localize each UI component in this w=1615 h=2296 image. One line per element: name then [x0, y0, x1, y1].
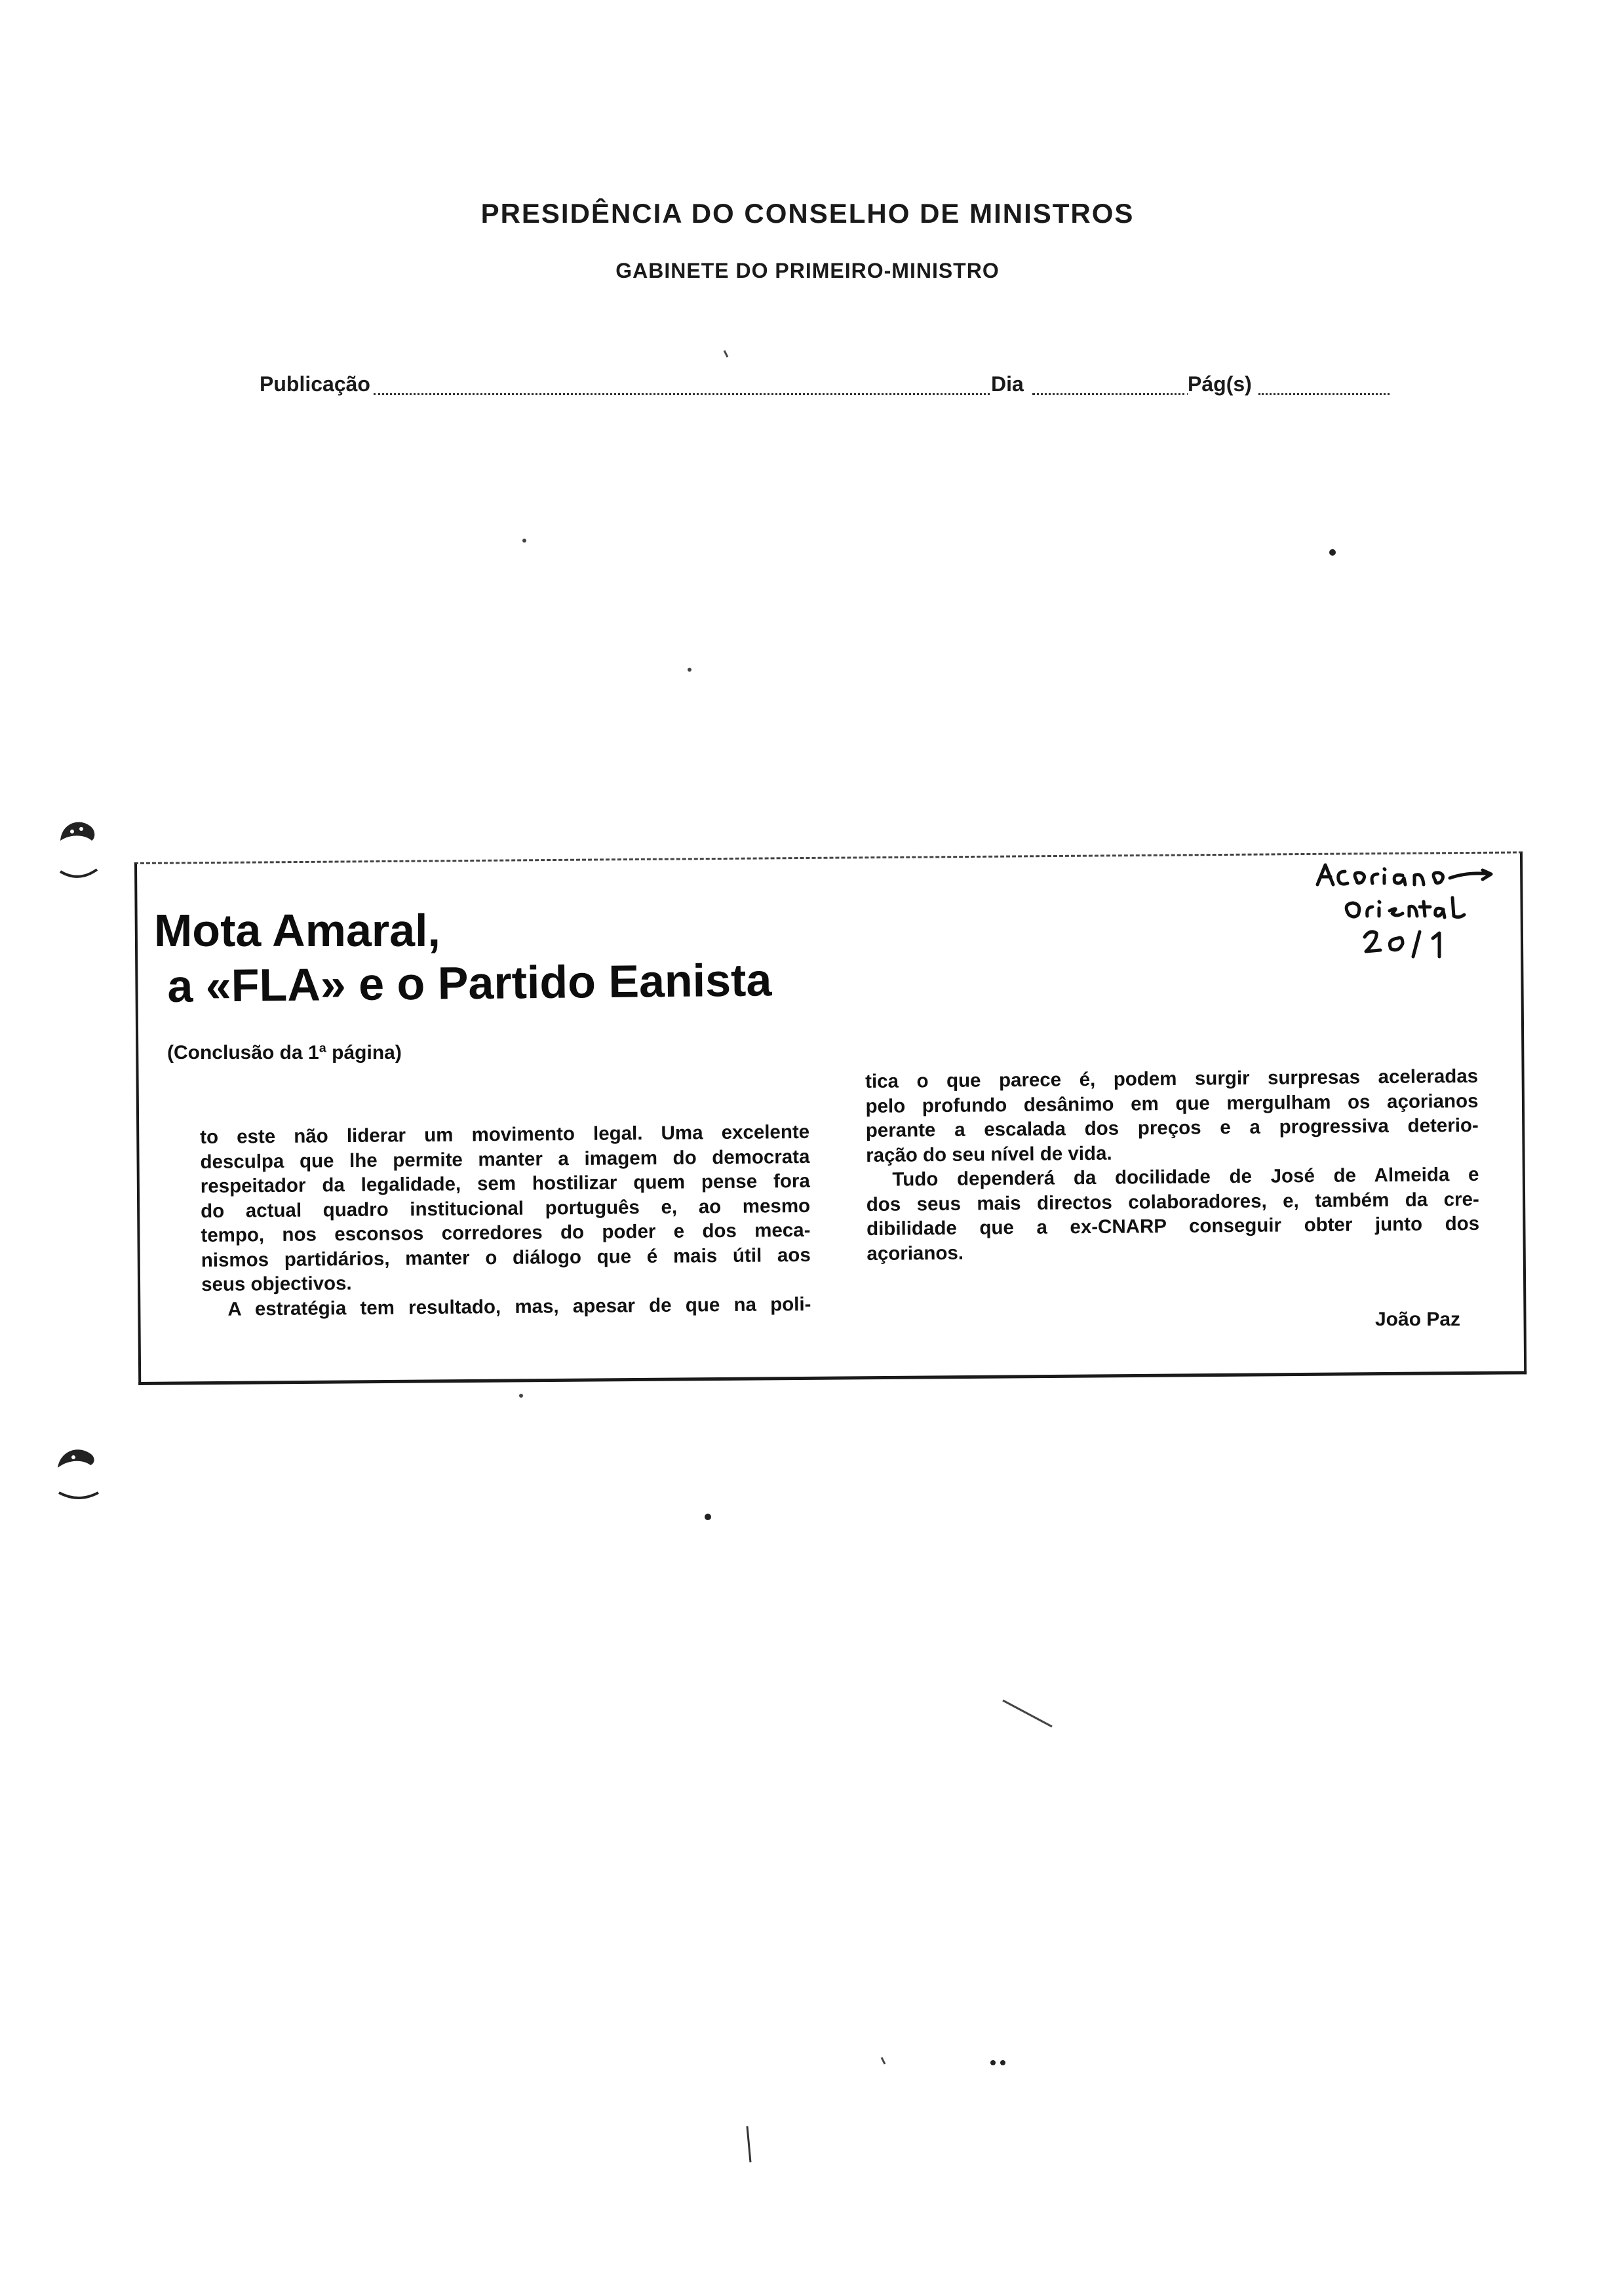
continuation-note: (Conclusão da 1ª página) [167, 1042, 402, 1063]
article-line: do actual quadro institucional português e, ao mesmo [200, 1195, 811, 1222]
handwritten-source-note [1304, 852, 1501, 970]
article-line: tica o que parece é, podem surgir surpresas aceleradas [865, 1065, 1479, 1092]
article-line: respeitador da legalidade, sem hostilizar quem pense fora [200, 1170, 810, 1197]
article-line: A estratégia tem resultado, mas, apesar de que na poli- [227, 1293, 811, 1320]
publication-label: Publicação [260, 372, 370, 396]
article-right-column [865, 1064, 1480, 1266]
article-left-column [200, 1120, 811, 1322]
department-subtitle: GABINETE DO PRIMEIRO-MINISTRO [615, 259, 1000, 282]
article-line: pelo profundo desânimo em que mergulham os açorianos [865, 1090, 1479, 1117]
article-line: seus objectivos. [201, 1272, 352, 1295]
article-line: dibilidade que a ex-CNARP conseguir obter junto dos [866, 1212, 1480, 1240]
article-headline-line1: Mota Amaral, [154, 905, 440, 956]
article-line: ração do seu nível de vida. [865, 1142, 1112, 1166]
article-line: açorianos. [866, 1242, 964, 1265]
article-line: desculpa que lhe permite manter a imagem do democrata [200, 1145, 810, 1173]
article-line: to este não liderar um movimento legal. Uma excelente [200, 1120, 810, 1148]
article-line: nismos partidários, manter o diálogo que é mais útil aos [201, 1244, 811, 1271]
day-label: Dia [991, 372, 1024, 396]
organization-title: PRESIDÊNCIA DO CONSELHO DE MINISTROS [480, 198, 1135, 229]
article-author: João Paz [1375, 1309, 1461, 1330]
article-headline-line2: a «FLA» e o Partido Eanista [167, 954, 772, 1012]
article-line: Tudo dependerá da docilidade de José de Almeida e [892, 1163, 1479, 1191]
pages-label: Pág(s) [1188, 372, 1252, 396]
article-line: tempo, nos esconsos corredores do poder e dos meca- [201, 1219, 811, 1246]
article-line: perante a escalada dos preços e a progressiva deterio- [865, 1114, 1479, 1141]
article-line: dos seus mais directos colaboradores, e, também da cre- [866, 1188, 1479, 1215]
